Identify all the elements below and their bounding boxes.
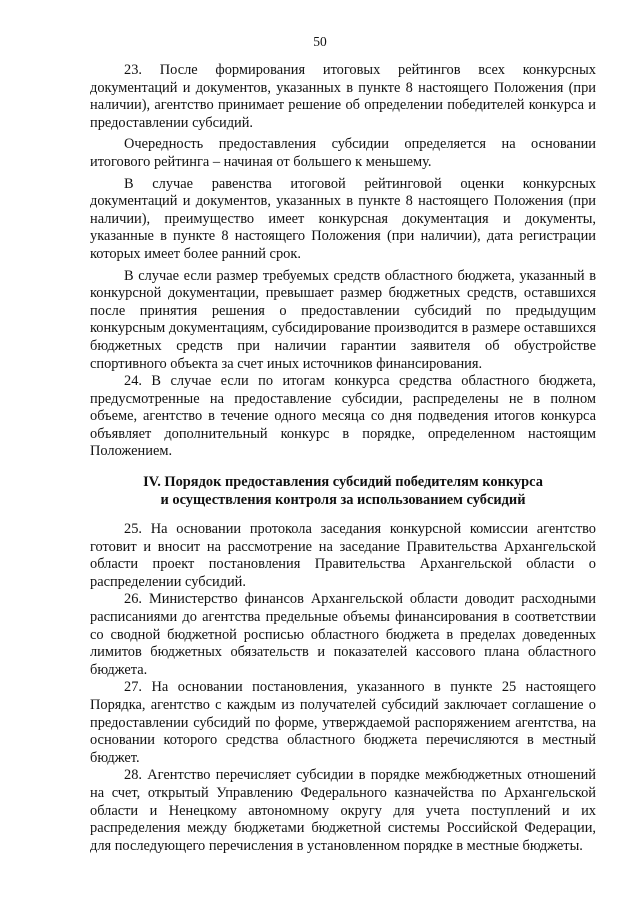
paragraph-24: 24. В случае если по итогам конкурса средства областного бюджета, предусмотренные на предоставление субсидии, распределены не в полном объеме, агентство в течение одного месяца со дня подведения итогов конкурса объявляет дополнительный конкурс в порядке, определенном настоящим Положением. xyxy=(90,373,596,460)
paragraph-27: 27. На основании постановления, указанного в пункте 25 настоящего Порядка, агентство с каждым из получателей субсидий заключает соглашение о предоставлении субсидий по форме, утверждаемой распоряжением агентства, на основании которого средства областного бюджета перечисляются в местный бюджет. xyxy=(90,679,596,766)
paragraph-budget-exceeded: В случае если размер требуемых средств областного бюджета, указанный в конкурсной документации, превышает размер бюджетных средств, оставшихся после принятия решения о предоставлении субсидий по предыдущим конкурсным документациям, субсидирование производится в размере оставшихся бюджетных средств при наличии гарантии заявителя об обустройстве спортивного объекта за счет иных источников финансирования. xyxy=(90,267,596,372)
section-heading xyxy=(90,473,596,509)
paragraph-order-of-subsidy: Очередность предоставления субсидии определяется на основании итогового рейтинга – начиная от большего к меньшему. xyxy=(90,136,596,170)
section-heading-line-1: IV. Порядок предоставления субсидий победителям конкурса xyxy=(143,474,543,491)
paragraph-equal-rating: В случае равенства итоговой рейтинговой оценки конкурсных документаций и документов, указанных в пункте 8 настоящего Положения (при наличии), преимущество имеет конкурсная документация и документы, указанные в пункте 8 настоящего Положения (при наличии), дата регистрации которых имеет более ранний срок. xyxy=(90,175,596,262)
page-number: 50 xyxy=(313,34,327,49)
paragraph-28: 28. Агентство перечисляет субсидии в порядке межбюджетных отношений на счет, открытый Управлению Федерального казначейства по Архангельской области и Ненецкому автономному округу для учета поступлений и их распределения между бюджетами бюджетной системы Российской Федерации, для последующего перечисления в установленном порядке в местные бюджеты. xyxy=(90,767,596,854)
section-heading-line-2: и осуществления контроля за использованием субсидий xyxy=(160,492,526,509)
paragraph-23: 23. После формирования итоговых рейтингов всех конкурсных документаций и документов, указанных в пункте 8 настоящего Положения (при наличии), агентство принимает решение об определении победителей конкурса и предоставлении субсидий. xyxy=(90,62,596,131)
document-body xyxy=(90,62,596,855)
paragraph-26: 26. Министерство финансов Архангельской области доводит расходными расписаниями до агентства предельные объемы финансирования в соответствии со сводной бюджетной росписью областного бюджета в пределах доведенных лимитов бюджетных обязательств и показателей кассового плана областного бюджета. xyxy=(90,591,596,678)
paragraph-25: 25. На основании протокола заседания конкурсной комиссии агентство готовит и вносит на рассмотрение на заседание Правительства Архангельской области проект постановления Правительства Архангельской области о распределении субсидий. xyxy=(90,521,596,590)
